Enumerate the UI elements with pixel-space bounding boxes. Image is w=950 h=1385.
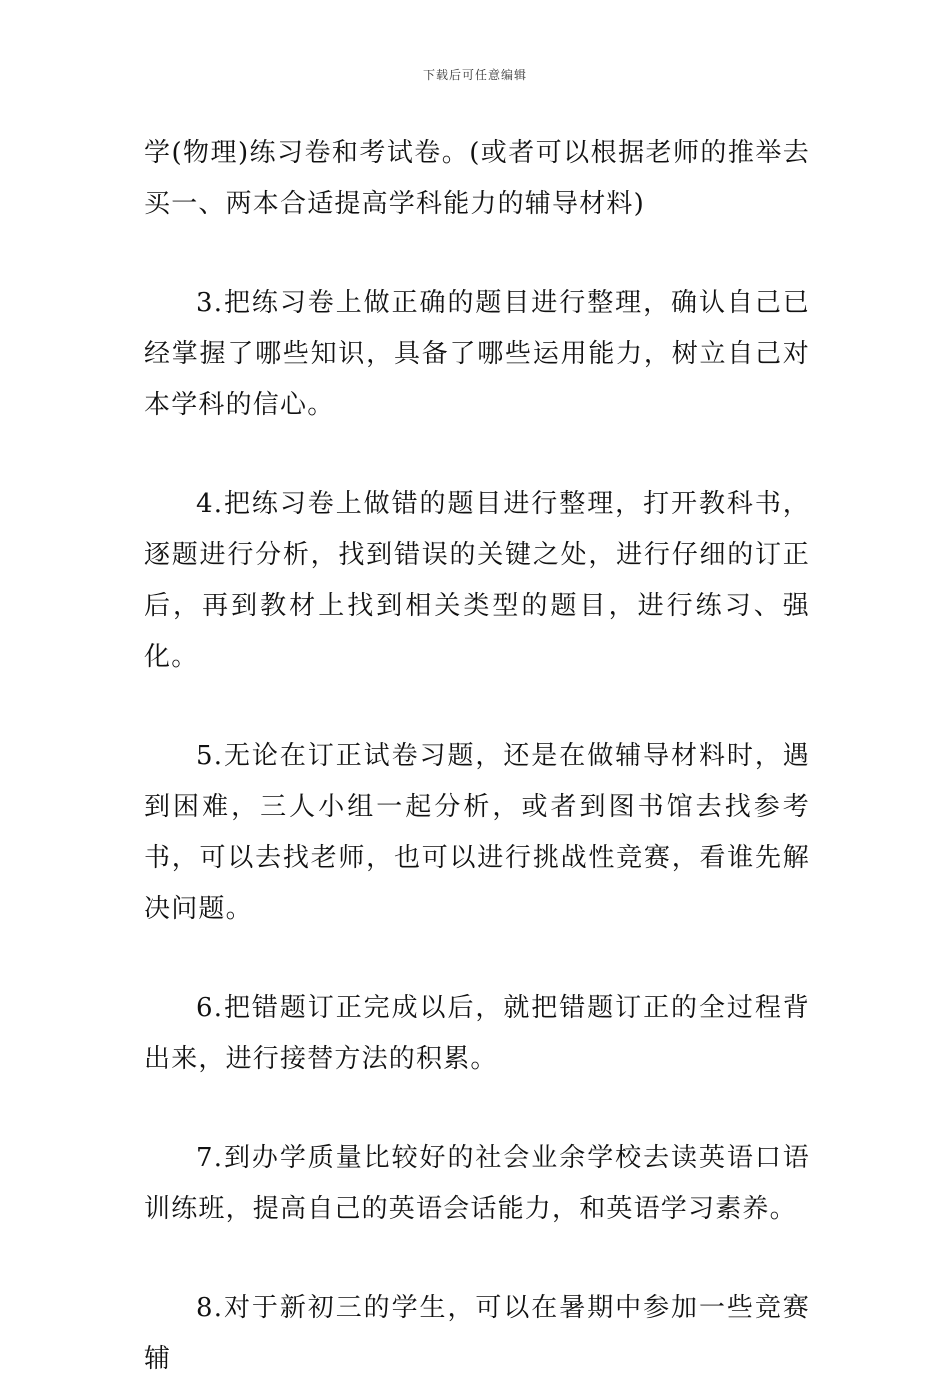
- paragraph-item-6: 6.把错题订正完成以后，就把错题订正的全过程背出来，进行接替方法的积累。: [144, 993, 810, 1074]
- page-header-note: 下载后可任意编辑: [422, 68, 527, 82]
- paragraph-continuation: 学(物理)练习卷和考试卷。(或者可以根据老师的推举去买一、两本合适提高学科能力的辅导材料): [144, 138, 810, 219]
- paragraph-item-4: 4.把练习卷上做错的题目进行整理，打开教科书，逐题进行分析，找到错误的关键之处，进行仔细的订正后，再到教材上找到相关类型的题目，进行练习、强化。: [144, 489, 810, 672]
- paragraph-item-7: 7.到办学质量比较好的社会业余学校去读英语口语训练班，提高自己的英语会话能力，和英语学习素养。: [144, 1143, 810, 1224]
- paragraph-item-5: 5.无论在订正试卷习题，还是在做辅导材料时，遇到困难，三人小组一起分析，或者到图书馆去找参考书，可以去找老师，也可以进行挑战性竞赛，看谁先解决问题。: [144, 741, 810, 924]
- paragraph-item-3: 3.把练习卷上做正确的题目进行整理，确认自己已经掌握了哪些知识，具备了哪些运用能力，树立自己对本学科的信心。: [144, 288, 810, 420]
- paragraph-item-8: 8.对于新初三的学生，可以在暑期中参加一些竞赛辅: [144, 1293, 810, 1374]
- document-body: [144, 128, 810, 1385]
